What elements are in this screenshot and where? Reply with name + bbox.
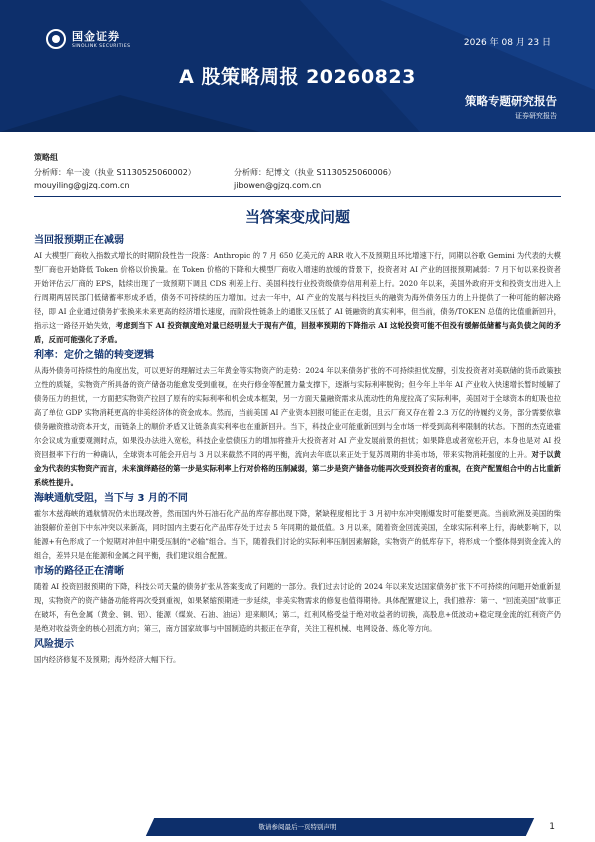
report-header [0,0,595,132]
team-label: 策略组 [34,153,58,162]
header-divider [34,196,561,197]
section-heading: 风险提示 [34,639,74,650]
section-market-path [34,565,561,636]
section-strait-shipping [34,492,561,563]
section-risk [34,638,561,667]
analyst-2: 分析师：纪博文（执业 S1130525060006） [234,168,396,177]
footer-disclaimer[interactable]: 敬请参阅最后一页特别声明 [258,823,337,831]
section-heading: 利率：定价之锚的转变逻辑 [34,350,154,361]
section-paragraph: 国内经济修复不及预期；海外经济大幅下行。 [34,655,181,664]
report-title: A 股策略周报 20260823 [179,66,416,88]
analyst-1-email[interactable]: mouyiling@gjzq.com.cn [34,181,130,190]
analyst-2-email[interactable]: jibowen@gjzq.com.cn [234,181,322,190]
section-heading: 市场的路径正在清晰 [34,566,124,577]
report-date: 2026 年 08 月 23 日 [463,38,551,48]
section-heading: 当回报预期正在减弱 [34,235,124,246]
logo-icon [46,29,66,49]
page-number: 1 [549,822,555,832]
section-emphasis: 对于以黄金为代表的实物资产而言，未来演绎路径的第一步是实际利率上行对价格的压制减弱，第二步是资产储备功能再次受到投资者的重视，在资产配置组合中的占比重新系统性提升。 [34,450,561,487]
section-return-expectation [34,234,561,347]
document-title: 当答案变成问题 [244,208,350,226]
report-department: 策略专题研究报告 [465,94,557,108]
section-paragraph: 霍尔木兹海峡的通航情况仍未出现改善，然而国内外石油石化产品的库存都出现下降，紧缺程度相比于 3 月初中东冲突刚爆发时可能要更高。当前欧洲及美国的柴油裂解价差创下中东冲突以来新高，同时国内主要石化产品库存处于过去 5 年同期的最低值。3 月以来，随着资金回流美国，全球实际利率上行，海峡影响下，以能源+有色形成了一个短期对冲但中期受压制的“必输”组合。当下，随着我们讨论的实际利率压制因素解除，实物资产的低库存下，将形成一个整体得到资金流入的组合，差异只是在能源和金属之间平衡，我们建议组合配置。 [34,509,561,560]
analyst-1: 分析师：牟一凌（执业 S1130525060002） [34,168,196,177]
section-paragraph: AI 大模型厂商收入指数式增长的时期阶段性告一段落：Anthropic 的 7 月 650 亿美元的 ARR 收入不及预期且环比增速下行，同期以谷歌 Gemini 为代表的大模型厂商也开始降低 Token 价格以价换量。在 Token 价格的下降和大模型厂商收入增速的放缓的背景下，投资者对 AI 产业的回报预期减弱：7 月下旬以来投资者开始评估云厂商的 EPS，陆续出现了一致预期下调且 CDS 利差上行、美国科技行业投资级债券信用利差上行。2020 年以来，美国外政府开支和投资支出进入上行周期两居民部门低储蓄率形成矛盾，债务不可持续的压力增加。过去一年中，AI 产业的发展与科技巨头的融资为海外债务压力的上升提供了一种可能的解决路径，即 AI 企业通过债务扩张换来未来更高的经济增长速度，而阶段性链条上的通胀又压低了 AI 链融资的真实利率，但当前，债务/TOKEN 总值的比值重新回升，指示这一路径开始失效，考虑到当下 AI 投资额度绝对量已经明显大于现有产值，回报率预期的下降指示 AI 这轮投资可能不但没有缓解低储蓄与高负债之间的矛盾，反而可能强化了矛盾。 [34,251,561,344]
section-emphasis: 考虑到当下 AI 投资额度绝对量已经明显大于现有产值，回报率预期的下降指示 AI 这轮投资可能不但没有缓解低储蓄与高负债之间的矛盾，反而可能强化了矛盾。 [34,321,561,344]
logo-chinese: 国金证券 [72,30,120,43]
brand-logo [46,28,131,49]
analyst-block [34,152,396,192]
section-heading: 海峡通航受阻，当下与 3 月的不同 [34,493,188,504]
section-paragraph: 从海外债务可持续性的角度出发，可以更好的理解过去三年黄金等实物资产的走势：2024 年以来债务扩张的不可持续担忧发酵，引发投资者对美联储的货币政策独立性的质疑，实物资产所具备的资产储备功能愈发受到重视，在央行修金等配置力量支撑下，逐渐与实际利率脱钩；但今年上半年 AI 产业收入快速增长暂时缓解了债务压力的担忧，一方面把实物资产拉回了原有的实际利率和机会成本框架，另一方面天量融资需求从流动性的角度拉高了实际利率，美国对于全球资本的虹吸也拉高了单位 GDP 实物消耗更高的非美经济体的资金成本。然而，当前美国 AI 产业资本回报可能正在走弱，且云厂商又存在着 2.3 万亿的待履约义务，部分需要依靠债务融资推动资本开支，而链条上的顺价矛盾又让链条真实利率也在重新回升。当下，科技企业可能重新回到与全市场一样受到高利率限制的状态。下图的杰克逊霍尔会议成为重要观测时点，如果没办法进入宽松，科技企业偿债压力的增加将推升大投资者对 AI 产业发展前景的担忧；如果降息或者宽松开启，本身也是对 AI 投资回报率下行的一种确认，全球资本可能会开启与 3 月以来截然不同的再平衡，流向去年底以来正处于复苏周期的非美市场，带来实物消耗强度的上升。对于以黄金为代表的实物资产而言，未来演绎路径的第一步是实际利率上行对价格的压制减弱，第二步是资产储备功能再次受到投资者的重视，在资产配置组合中的占比重新系统性提升。 [34,366,561,487]
report-type: 证券研究报告 [515,112,557,120]
section-interest-rate [34,349,561,490]
report-body [34,232,561,667]
logo-english: SINOLINK SECURITIES [72,44,131,49]
section-paragraph: 随着 AI 投资回报预期的下降，科技公司天量的债务扩张从答案变成了问题的一部分。我们过去讨论的 2024 年以来发达国家债务扩张下不可持续的问题开始重新显现，实物资产的资产储备功能将再次受到重视，如果紧缩预期进一步延续，非美实物需求的修复也值得期待。具体配置建议上，我们推荐：第一、“回流美国”故事正在破坏，有色金属（黄金、铜、铝）、能源（煤炭、石油、油运）迎来顺风；第二，红利风格受益于绝对收益者的切换，高股息+低波动+稳定现金流的红利资产仍是绝对收益资金的核心回流方向；第三，南方国家故事与中国制造的共振正在孕育，关注工程机械、电网设备、炼化等方向。 [34,582,561,633]
